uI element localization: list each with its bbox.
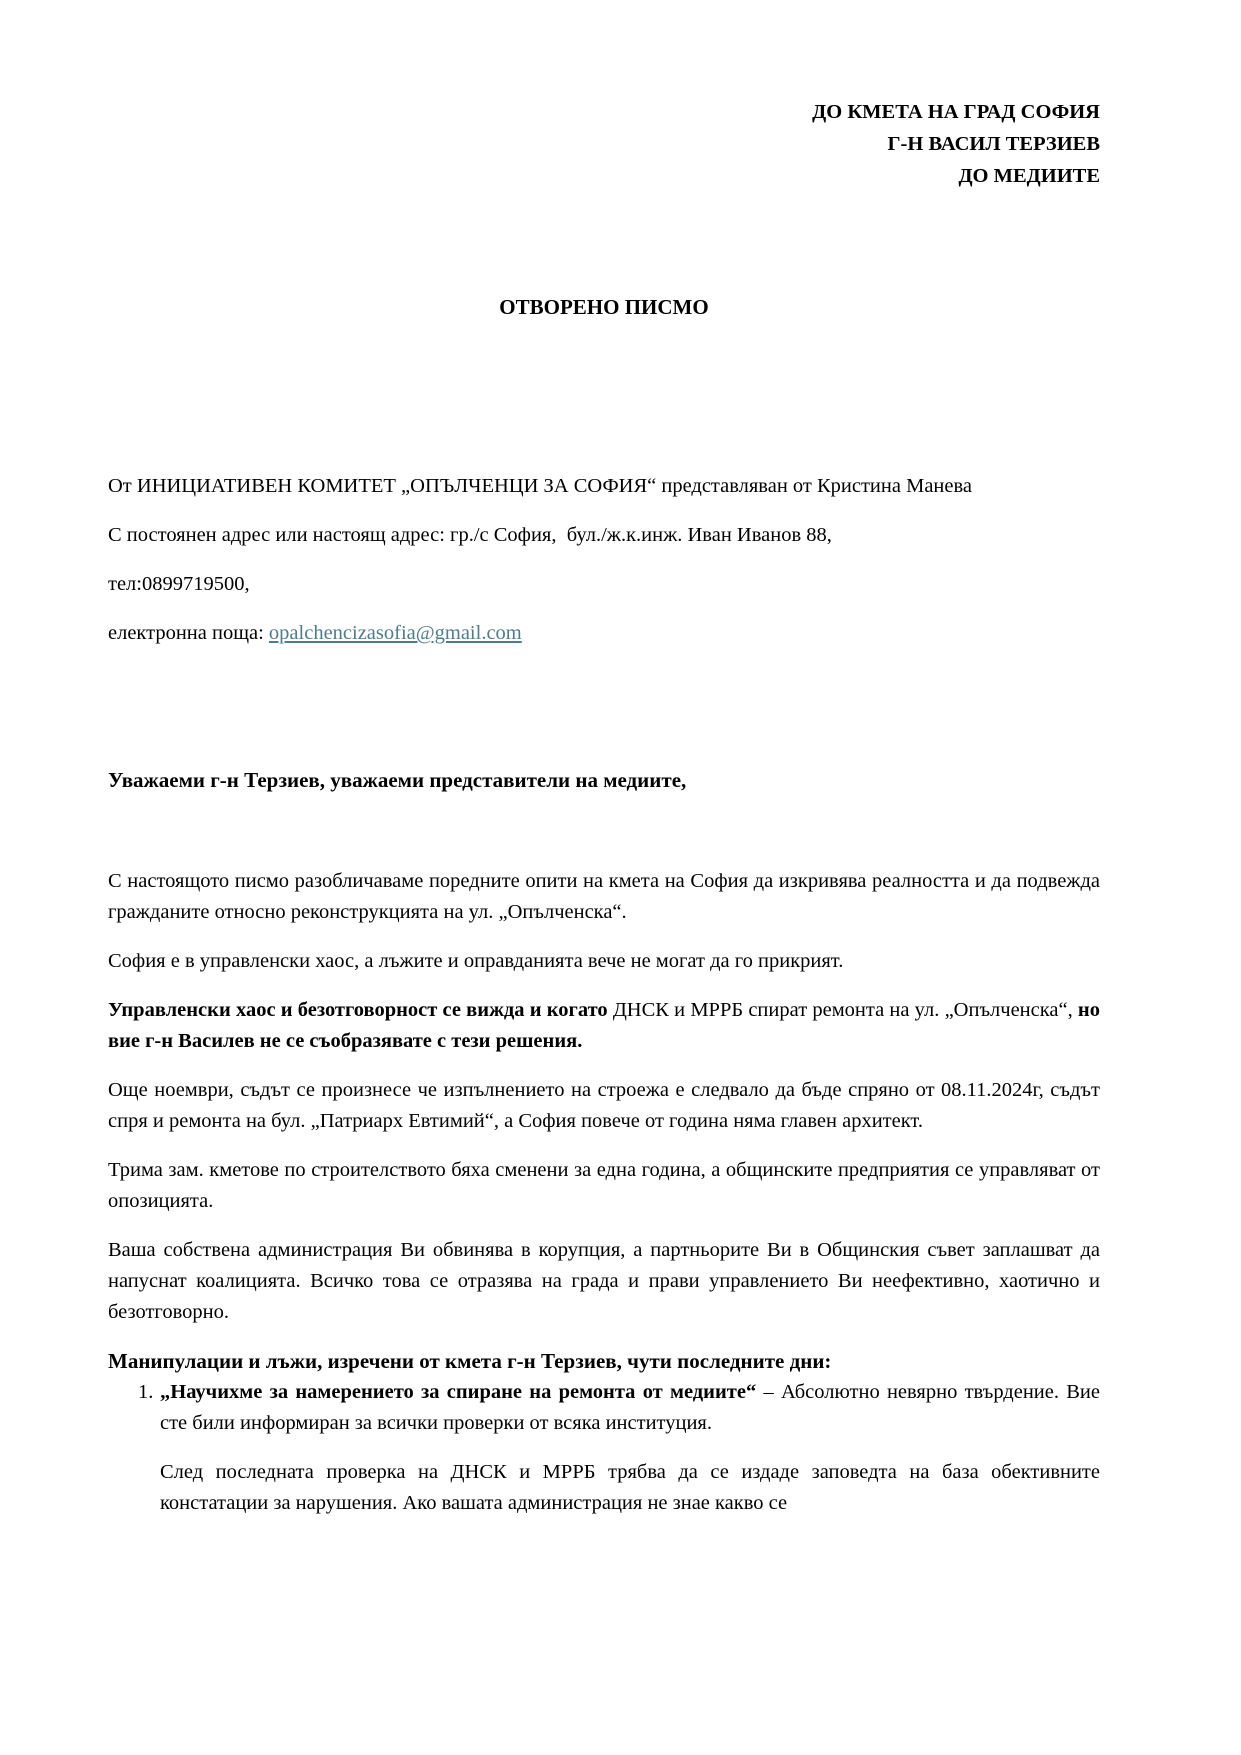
body-paragraph-4: Още ноември, съдът се произнесе че изпълнението на строежа е следвало да бъде спряно от 08.11.2024г, съдът спря и ремонта на бул. „Патриарх Евтимий“, а София повече от година няма главен архитект. [108, 1079, 1100, 1132]
recipient-line-3: ДО МЕДИИТЕ [958, 165, 1100, 187]
recipient-line-2: Г-Н ВАСИЛ ТЕРЗИЕВ [887, 133, 1100, 155]
sender-intro: От ИНИЦИАТИВЕН КОМИТЕТ „ОПЪЛЧЕНЦИ ЗА СОФИЯ“ представляван от Кристина Манева [108, 475, 972, 497]
email-link[interactable]: opalchencizasofia@gmail.com [268, 622, 522, 644]
list-item-1-number: 1. [138, 1381, 154, 1403]
body-paragraph-3-bold-run-2: но вие г-н Василев не се съобразявате с тези решения. [108, 999, 1100, 1052]
body-paragraph-2: София е в управленски хаос, а лъжите и оправданията вече не могат да го прикрият. [108, 950, 844, 972]
sender-address: С постоянен адрес или настоящ адрес: гр./с София, бул./ж.к.инж. Иван Иванов 88, [108, 524, 832, 546]
body-paragraph-5: Трима зам. кметове по строителството бяха сменени за една година, а общинските предприятия се управляват от опозицията. [108, 1159, 1100, 1212]
recipient-block [108, 96, 1100, 192]
list-item-1 [108, 1377, 1100, 1519]
list-item-1-paragraph-1 [138, 1377, 1100, 1439]
body-paragraph-3-bold-run-1: Управленски хаос и безотговорност се вижда и когато [108, 999, 613, 1021]
body-paragraph-3 [108, 995, 1100, 1057]
body-paragraph-3-regular-run: ДНСК и МРРБ спират ремонта на ул. „Опълченска“, [612, 999, 1078, 1021]
list-heading: Манипулации и лъжи, изречени от кмета г-н Терзиев, чути последните дни: [108, 1349, 832, 1373]
sender-phone: тел:0899719500, [108, 573, 250, 595]
body-paragraph-6: Ваша собствена администрация Ви обвинява в корупция, а партньорите Ви в Общинския съвет заплашват да напуснат коалицията. Всичко това се отразява на града и прави управлението Ви неефективно, хаотично и безотговорно. [108, 1239, 1100, 1323]
body-paragraph-1: С настоящото писмо разобличаваме поредните опити на кмета на София да изкривява реалността и да подвежда гражданите относно реконструкцията на ул. „Опълченска“. [108, 870, 1100, 923]
list-item-1-paragraph-2: След последната проверка на ДНСК и МРРБ трябва да се издаде заповедта на база обективните констатации за нарушения. Ако вашата администрация не знае какво се [160, 1461, 1100, 1514]
salutation: Уважаеми г-н Терзиев, уважаеми представители на медиите, [108, 768, 687, 792]
list-item-1-bold-run: „Научихме за намерението за спиране на ремонта от медиите“ [160, 1381, 757, 1403]
document-title: ОТВОРЕНО ПИСМО [499, 295, 709, 319]
list-item-1-regular-run: – Абсолютно невярно твърдение. Вие сте били информиран за всички проверки от всяка институция. [160, 1381, 1100, 1434]
sender-email-line [108, 618, 1100, 649]
recipient-line-1: ДО КМЕТА НА ГРАД СОФИЯ [812, 101, 1100, 123]
email-label: електронна поща: [108, 622, 269, 644]
